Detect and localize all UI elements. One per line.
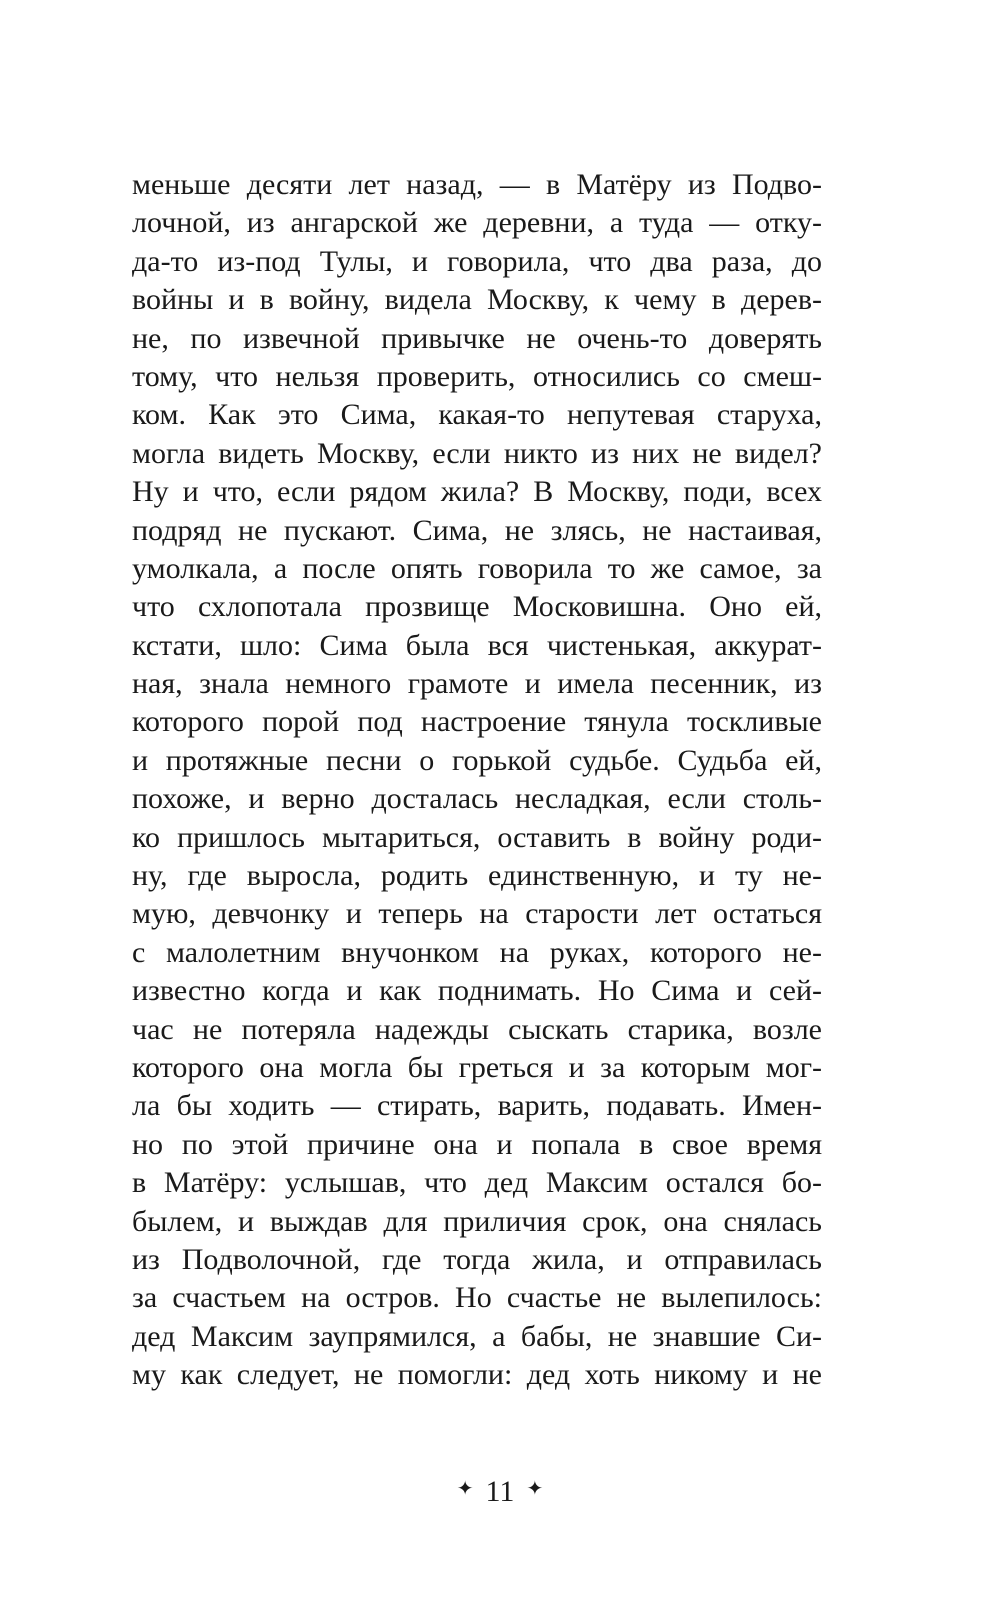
text-line: похоже, и верно досталась несладкая, если столь- [132,782,822,816]
text-line: но по этой причине она и попала в свое время [132,1127,822,1161]
text-line: войны и в войну, видела Москву, к чему в дерев- [132,283,822,317]
text-line: могла видеть Москву, если никто из них не видел? [132,436,822,470]
text-line: кстати, шло: Сима была вся чистенькая, аккурат- [132,628,822,662]
text-line: мую, девчонку и теперь на старости лет остаться [132,897,822,931]
ornament-right-icon: ✦ [526,1478,544,1501]
text-line: да-то из-под Тулы, и говорила, что два раза, до [132,244,822,278]
text-line: час не потеряла надежды сыскать старика, возле [132,1012,822,1046]
body-text [132,166,822,1395]
text-line: ком. Как это Сима, какая-то непутевая старуха, [132,398,822,432]
text-line: с малолетним внучонком на руках, которого не- [132,935,822,969]
ornament-left-icon: ✦ [456,1478,474,1501]
text-line: в Матёру: услышав, что дед Максим остался бо- [132,1166,822,1200]
text-line: Ну и что, если рядом жила? В Москву, поди, всех [132,475,822,509]
text-line: дед Максим заупрямился, а бабы, не знавшие Си- [132,1319,822,1353]
page-footer [0,1470,1000,1512]
text-line: ну, где выросла, родить единственную, и ту не- [132,859,822,893]
text-line: лочной, из ангарской же деревни, а туда — отку- [132,206,822,240]
text-line: ная, знала немного грамоте и имела песенник, из [132,667,822,701]
text-line: умолкала, а после опять говорила то же самое, за [132,551,822,585]
text-line: ко пришлось мытариться, оставить в войну роди- [132,820,822,854]
text-line: не, по извечной привычке не очень-то доверять [132,321,822,355]
text-line: которого она могла бы греться и за которым мог- [132,1050,822,1084]
text-line: подряд не пускают. Сима, не злясь, не настаивая, [132,513,822,547]
text-line: тому, что нельзя проверить, относились со смеш- [132,359,822,393]
text-line: что схлопотала прозвище Московишна. Оно ей, [132,590,822,624]
text-line: известно когда и как поднимать. Но Сима и сей- [132,974,822,1008]
page-number: 11 [485,1475,515,1509]
text-line: и протяжные песни о горькой судьбе. Судьба ей, [132,743,822,777]
text-line: из Подволочной, где тогда жила, и отправилась [132,1242,822,1276]
text-line: ла бы ходить — стирать, варить, подавать. Имен- [132,1089,822,1123]
text-line: му как следует, не помогли: дед хоть никому и не [132,1358,822,1392]
text-line: меньше десяти лет назад, — в Матёру из Подво- [132,168,822,201]
text-line: за счастьем на остров. Но счастье не вылепилось: [132,1281,822,1315]
text-line: былем, и выждав для приличия срок, она снялась [132,1204,822,1238]
text-line: которого порой под настроение тянула тоскливые [132,705,822,739]
